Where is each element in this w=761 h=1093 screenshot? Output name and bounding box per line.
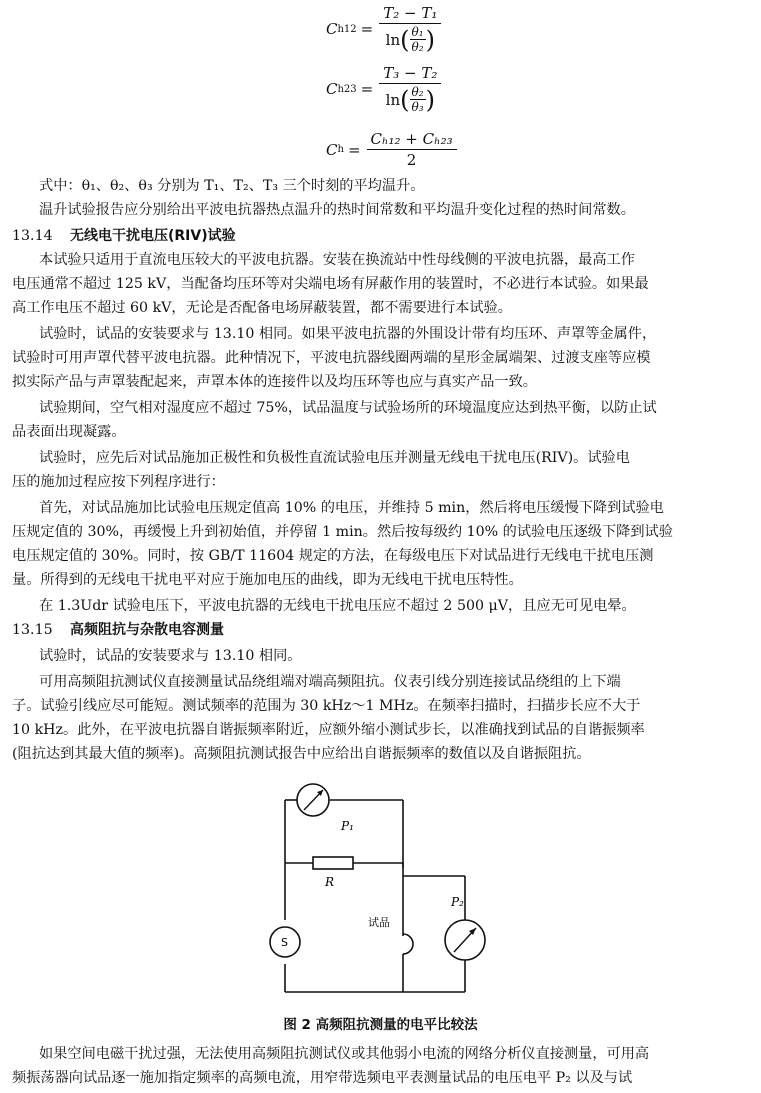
text-line: 式中：θ₁、θ₂、θ₃ 分别为 T₁、T₂、T₃ 三个时刻的平均温升。 [39, 178, 425, 194]
formula-lhs: C [326, 140, 338, 159]
text-line: 在 1.3Udr 试验电压下，平波电抗器的无线电干扰电压应不超过 2 500 μV，且应无可见电晕。 [39, 598, 636, 614]
formula-ch12: C h12 = T₂ − T₁ ln ( $\frac{\text{θ₁}}{\text{θ₂}}$ ) [326, 4, 441, 54]
meter-p1 [297, 784, 329, 816]
formula-denominator: ln ( $\frac{\text{θ₁}}{\text{θ₂}}$ ) [385, 25, 435, 54]
text-line: 试验时，试品的安装要求与 13.10 相同。如果平波电抗器的外围设计带有均压环、声罩等金属件， [39, 326, 657, 342]
section-title: 无线电干扰电压(RIV)试验 [70, 228, 236, 244]
formula-lhs-sub: h12 [337, 23, 357, 35]
section-heading-1315 [12, 620, 224, 640]
label-r: R [325, 875, 335, 889]
label-sample: 试品 [368, 916, 390, 929]
text-line: 压的施加过程应按下列程序进行： [12, 474, 225, 490]
formula-fraction [367, 130, 457, 169]
circuit-diagram [255, 768, 515, 1008]
text-line: 高工作电压不超过 60 kV，无论是否配备电场屏蔽装置，都不需要进行本试验。 [12, 300, 512, 316]
formula-lhs-sub: h [337, 144, 344, 155]
text-line: 子。试验引线应尽可能短。测试频率的范围为 30 kHz～1 MHz。在频率扫描时，扫描步长应不大于 [12, 698, 641, 714]
label-p1: P₁ [341, 819, 354, 833]
text-line: 电压规定值的 30%。同时，按 GB/T 11604 规定的方法，在每级电压下对试品进行无线电干扰电压测 [12, 548, 654, 564]
section-number: 13.15 [12, 622, 53, 638]
resistor-r [313, 857, 353, 869]
formula-denominator: ln ( $\frac{\text{θ₂}}{\text{θ₃}}$ ) [385, 85, 435, 114]
formula-ch23: C h23 = T₃ − T₂ ln ( $\frac{\text{θ₂}}{\text{θ₃}}$ ) [326, 64, 441, 114]
formula-fraction [379, 64, 441, 114]
text-line: 温升试验报告应分别给出平波电抗器热点温升的热时间常数和平均温升变化过程的热时间常数。 [39, 202, 635, 218]
formula-ch: C h = $\frac{\text{Cₕ₁₂ + Cₕ₂₃}}{2}$ [326, 130, 457, 169]
text-line: 频振荡器向试品逐一施加指定频率的高频电流，用窄带选频电平表测量试品的电压电平 P₂ 以及与试 [12, 1070, 633, 1086]
section-heading-1314 [12, 226, 236, 246]
text-line: 量。所得到的无线电干扰电平对应于施加电压的曲线，即为无线电干扰电压特性。 [12, 572, 523, 588]
label-p2: P₂ [451, 895, 464, 909]
text-line: 首先，对试品施加比试验电压规定值高 10% 的电压，并维持 5 min，然后将电压缓慢下降到试验电 [39, 500, 664, 516]
text-line: 本试验只适用于直流电压较大的平波电抗器。安装在换流站中性母线侧的平波电抗器，最高工作 [39, 252, 635, 268]
ln-label: ln [385, 30, 401, 49]
figure-caption: 图 2 高频阻抗测量的电平比较法 [283, 1017, 478, 1033]
formula-fraction [379, 4, 441, 54]
meter-p2 [445, 920, 485, 960]
formula-lhs: C [326, 20, 338, 38]
formula-lhs: C [326, 80, 338, 98]
formula-numerator: T₂ − T₁ [379, 4, 441, 24]
text-line: 试验时可用声罩代替平波电抗器。此种情况下，平波电抗器线圈两端的星形金属端架、过渡支座等应模 [12, 350, 651, 366]
sample-symbol [403, 934, 413, 954]
text-line: 拟实际产品与声罩装配起来，声罩本体的连接件以及均压环等也应与真实产品一致。 [12, 374, 537, 390]
text-line: 品表面出现凝露。 [12, 424, 126, 440]
text-line: 可用高频阻抗测试仪直接测量试品绕组端对端高频阻抗。仪表引线分别连接试品绕组的上下端 [39, 674, 621, 690]
text-line: 试验时，试品的安装要求与 13.10 相同。 [39, 648, 302, 664]
theta-fraction [410, 25, 426, 54]
text-line: 10 kHz。此外，在平波电抗器自谐振频率附近，应额外缩小测试步长，以准确找到试品的自谐振频率 [12, 722, 645, 738]
text-line: 试验期间，空气相对湿度应不超过 75%，试品温度与试验场所的环境温度应达到热平衡，以防止试 [39, 400, 657, 416]
section-title: 高频阻抗与杂散电容测量 [70, 622, 224, 638]
label-s: S [281, 936, 288, 949]
formula-numerator: Cₕ₁₂ + Cₕ₂₃ [367, 130, 457, 150]
formula-numerator: T₃ − T₂ [379, 64, 441, 84]
text-line: 如果空间电磁干扰过强，无法使用高频阻抗测试仪或其他弱小电流的网络分析仪直接测量，可用高 [39, 1046, 650, 1062]
text-line: 电压通常不超过 125 kV，当配备均压环等对尖端电场有屏蔽作用的装置时，不必进行本试验。如果最 [12, 276, 649, 292]
ln-label: ln [385, 90, 401, 109]
theta-den: θ₂ [411, 40, 424, 54]
text-line: (阻抗达到其最大值的频率)。高频阻抗测试报告中应给出自谐振频率的数值以及自谐振阻抗。 [12, 746, 591, 762]
text-line: 试验时，应先后对试品施加正极性和负极性直流试验电压并测量无线电干扰电压(RIV)。试验电 [39, 450, 630, 466]
formula-denominator: 2 [406, 151, 417, 169]
theta-num: θ₂ [411, 85, 424, 99]
section-number: 13.14 [12, 228, 53, 244]
theta-den: θ₃ [411, 100, 424, 114]
theta-num: θ₁ [411, 25, 424, 39]
text-line: 压规定值的 30%，再缓慢上升到初始值，并停留 1 min。然后按每级约 10% 的试验电压逐级下降到试验 [12, 524, 673, 540]
theta-fraction [410, 85, 426, 114]
formula-lhs-sub: h23 [337, 83, 357, 95]
